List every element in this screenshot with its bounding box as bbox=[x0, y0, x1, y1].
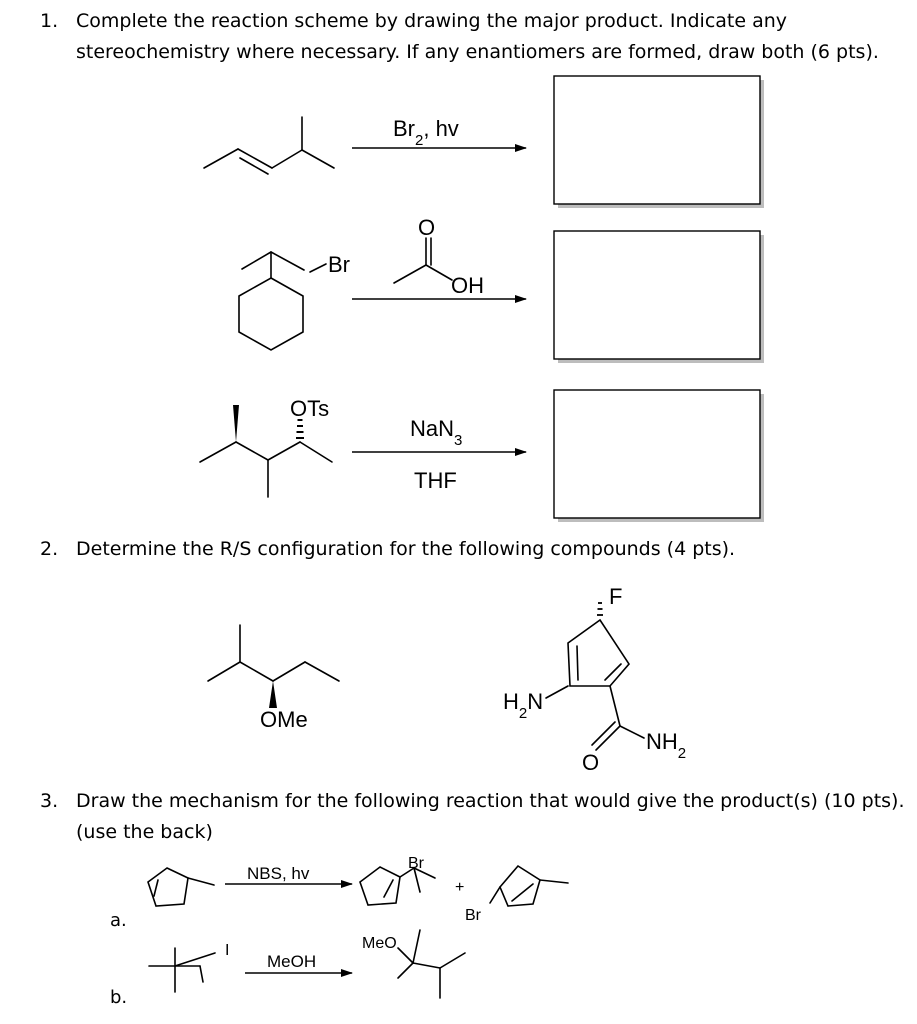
reaction-3 bbox=[200, 390, 764, 522]
cyclohexyl-substrate bbox=[239, 252, 304, 350]
acid-oxygen-label: O bbox=[418, 215, 436, 240]
question-2-number: 2. bbox=[40, 538, 59, 560]
compound-a bbox=[208, 625, 339, 732]
methoxy-label: OMe bbox=[260, 707, 308, 732]
condition-thf: THF bbox=[414, 468, 457, 493]
question-1-line-2: stereochemistry where necessary. If any enantiomers are formed, draw both (6 pts). bbox=[76, 41, 879, 63]
compound-b bbox=[503, 584, 686, 775]
fluorine-label: F bbox=[609, 584, 623, 609]
part-b-label: b. bbox=[110, 987, 128, 1008]
question-1-number: 1. bbox=[40, 10, 59, 32]
acetic-acid bbox=[394, 215, 484, 298]
question-2-line-1: Determine the R/S configuration for the following compounds (4 pts). bbox=[76, 538, 736, 560]
reagent-nbs-hv: NBS, hv bbox=[247, 864, 310, 883]
reagent-meoh: MeOH bbox=[267, 952, 317, 971]
iodo-label: I bbox=[225, 942, 230, 959]
alkene-substrate bbox=[204, 117, 334, 174]
part-a-label: a. bbox=[110, 910, 127, 931]
question-3-line-1: Draw the mechanism for the following reaction that would give the product(s) (10 pts). bbox=[76, 790, 905, 812]
plus-sign: + bbox=[455, 879, 465, 896]
substrate-ots-label: OTs bbox=[290, 396, 330, 421]
question-1-line-1: Complete the reaction scheme by drawing the major product. Indicate any bbox=[76, 10, 788, 32]
question-3a bbox=[110, 855, 568, 931]
methoxy-product-label: MeO bbox=[362, 935, 397, 952]
amide-nh2-label: $NH_2$ bbox=[646, 729, 687, 762]
question-3-line-2: (use the back) bbox=[76, 821, 213, 843]
answer-box-2[interactable] bbox=[554, 231, 760, 359]
question-3b bbox=[110, 930, 465, 1008]
substrate-br-label: Br bbox=[328, 252, 350, 277]
product-br-label-2: Br bbox=[465, 907, 481, 924]
reaction-2 bbox=[239, 215, 764, 363]
reagent-nan3: NaN$_3$ bbox=[410, 416, 463, 449]
amine-label: $H_2N$ bbox=[503, 689, 544, 722]
question-3-number: 3. bbox=[40, 790, 59, 812]
answer-box-3[interactable] bbox=[554, 390, 760, 518]
product-br-label-1: Br bbox=[408, 855, 424, 872]
reagent-br2-hv: $Br_2$, hv bbox=[393, 116, 459, 149]
reaction-1 bbox=[204, 76, 764, 208]
amide-oxygen-label: O bbox=[582, 750, 600, 775]
answer-box-1[interactable] bbox=[554, 76, 760, 204]
acid-oh-label: OH bbox=[451, 273, 484, 298]
